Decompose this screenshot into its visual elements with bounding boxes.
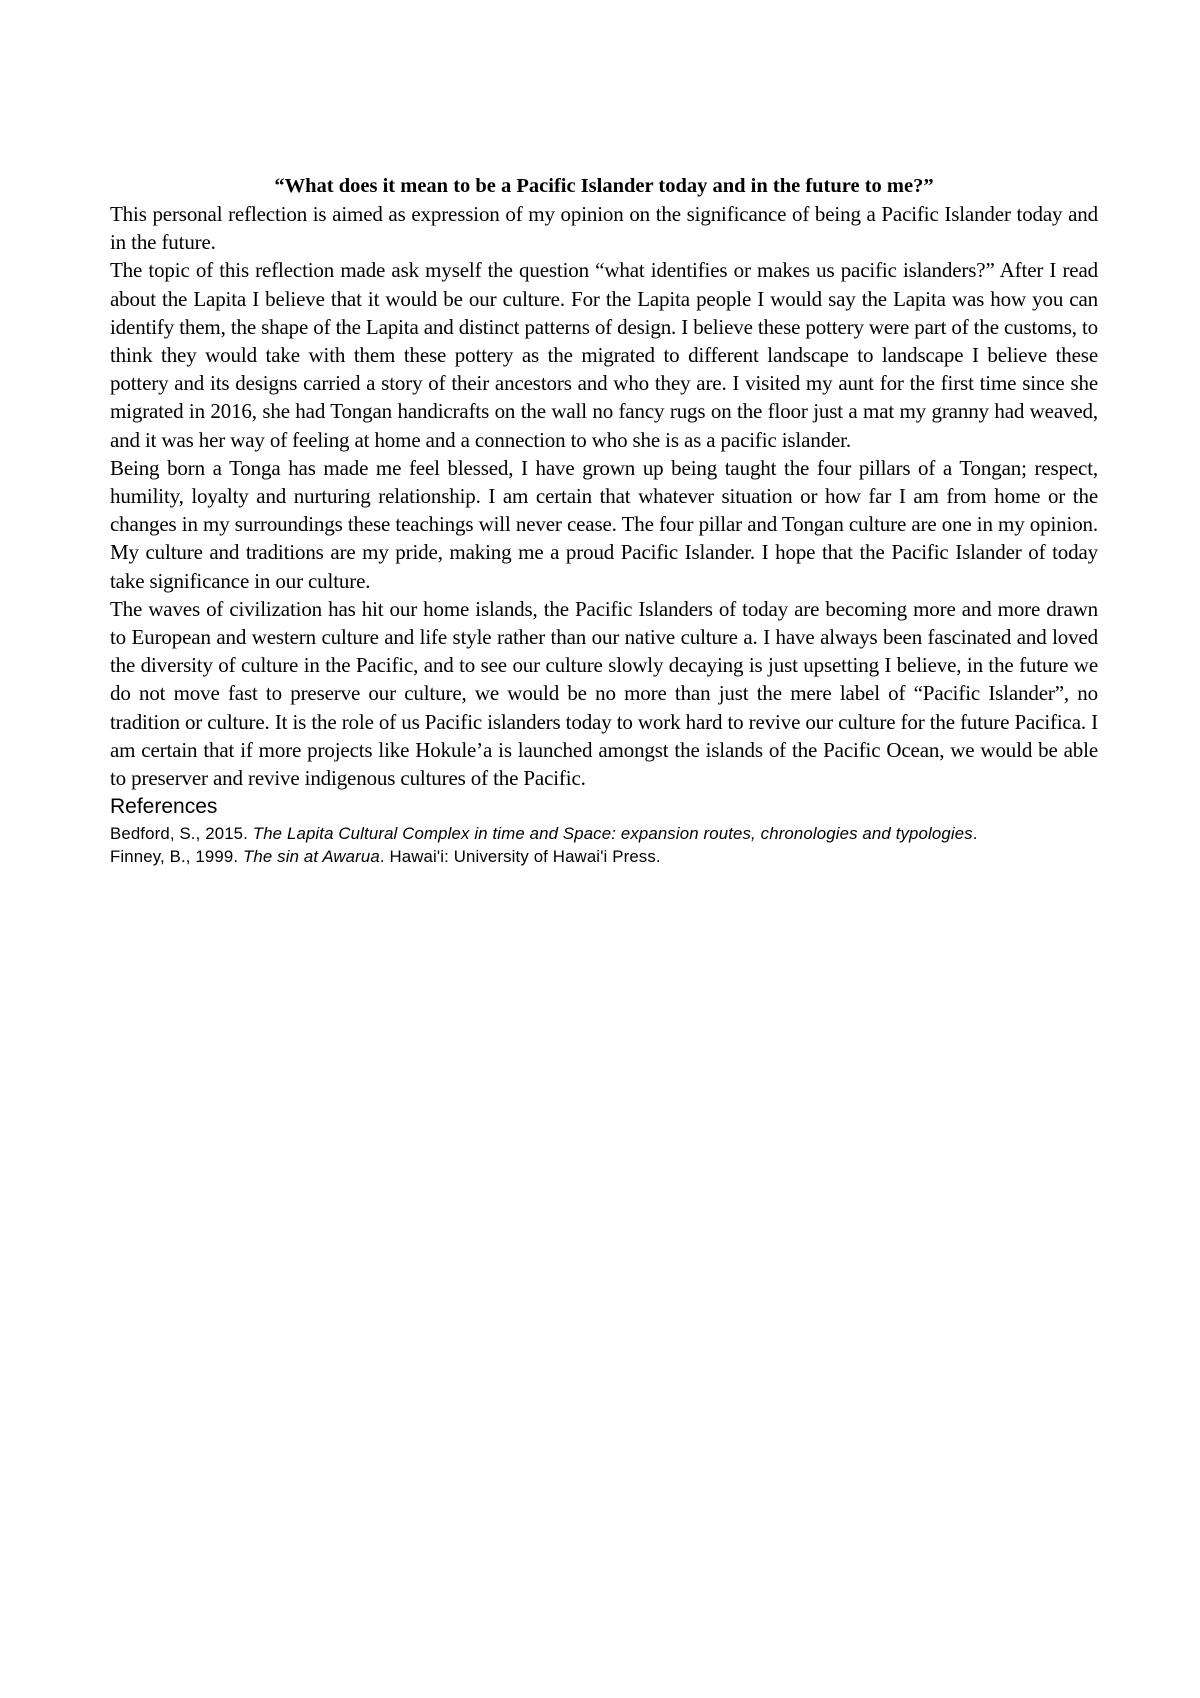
paragraph-tonga: Being born a Tonga has made me feel blessed, I have grown up being taught the four pillars of a Tongan; respect, humility, loyalty and nurturing relationship. I am certain that whatever situation or how far I am from home or the changes in my surroundings these teachings will never cease. The four pillar and Tongan culture are one in my opinion. My culture and traditions are my pride, making me a proud Pacific Islander. I hope that the Pacific Islander of today take significance in our culture. [110, 455, 1098, 593]
reference-prefix: Finney, B., 1999. [110, 847, 243, 867]
paragraph-civilization: The waves of civilization has hit our home islands, the Pacific Islanders of today are becoming more and more drawn to European and western culture and life style rather than our native culture a. I have always been fascinated and loved the diversity of culture in the Pacific, and to see our culture slowly decaying is just upsetting I believe, in the future we do not move fast to preserve our culture, we would be no more than just the mere label of “Pacific Islander”, no tradition or culture. It is the role of us Pacific islanders today to work hard to revive our culture for the future Pacifica. I am certain that if more projects like Hokule’a is launched amongst the islands of the Pacific Ocean, we would be able to preserver and revive indigenous cultures of the Pacific. [110, 596, 1098, 791]
document-content [110, 172, 1098, 868]
document-title: “What does it mean to be a Pacific Islander today and in the future to me?” [274, 175, 934, 197]
references-heading: References [110, 795, 218, 819]
reference-prefix: Bedford, S., 2015. [110, 824, 253, 844]
reference-item-bedford [110, 822, 1098, 845]
reference-suffix: . [972, 824, 978, 844]
reference-title: The Lapita Cultural Complex in time and Space: expansion routes, chronologies and typologies [252, 824, 973, 844]
paragraph-intro: This personal reflection is aimed as expression of my opinion on the significance of being a Pacific Islander today and in the future. [110, 202, 1098, 255]
reference-item-finney [110, 845, 1098, 868]
reference-title: The sin at Awarua [242, 847, 380, 867]
reference-suffix: . Hawai'i: University of Hawai'i Press. [379, 847, 661, 867]
paragraph-lapita: The topic of this reflection made ask myself the question “what identifies or makes us pacific islanders?” After I read about the Lapita I believe that it would be our culture. For the Lapita people I would say the Lapita was how you can identify them, the shape of the Lapita and distinct patterns of design. I believe these pottery were part of the customs, to think they would take with them these pottery as the migrated to different landscape to landscape I believe these pottery and its designs carried a story of their ancestors and who they are. I visited my aunt for the first time since she migrated in 2016, she had Tongan handicrafts on the wall no fancy rugs on the floor just a mat my granny had weaved, and it was her way of feeling at home and a connection to who she is as a pacific islander. [110, 258, 1098, 452]
